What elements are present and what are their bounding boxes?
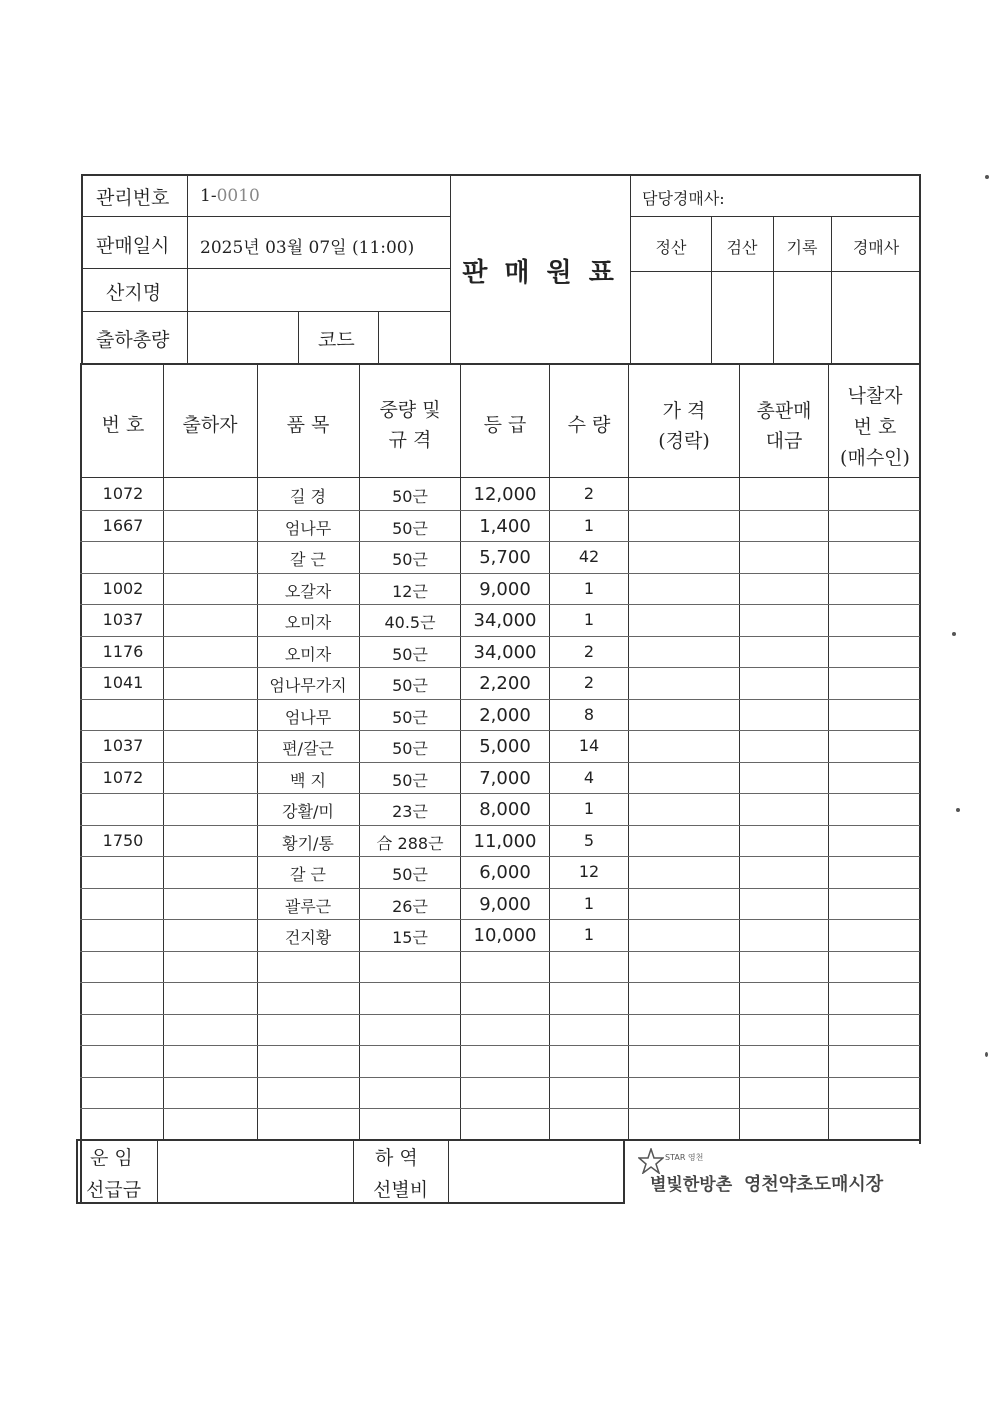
row-divider xyxy=(80,1045,920,1046)
row-divider xyxy=(80,951,920,952)
freight-label-1: 운 임 xyxy=(90,1147,133,1169)
logo-market-name: 영천약초도매시장 xyxy=(744,1174,884,1195)
cell-number: 1002 xyxy=(102,579,144,598)
col-buyer-1: 낙찰자 xyxy=(847,385,903,407)
cell-qty: 1 xyxy=(583,579,595,598)
cell-qty: 2 xyxy=(583,484,595,503)
cell-grade: 1,400 xyxy=(479,516,531,537)
cell-item: 강활/미 xyxy=(282,802,334,821)
cell-item: 엄나무 xyxy=(284,519,332,538)
cell-grade: 34,000 xyxy=(473,610,537,631)
cell-qty: 2 xyxy=(583,673,595,692)
freight-label-2: 선급금 xyxy=(86,1179,142,1201)
cell-number: 1037 xyxy=(102,736,144,755)
cell-weight: 50근 xyxy=(392,645,428,664)
cell-weight: 50근 xyxy=(392,519,428,538)
col-weight-1: 중량 및 xyxy=(379,399,441,421)
scan-speck xyxy=(985,175,989,179)
row-divider xyxy=(80,573,920,574)
approval-record: 기록 xyxy=(786,238,818,257)
cell-grade: 12,000 xyxy=(473,484,537,505)
col-item: 품 목 xyxy=(286,414,330,436)
cell-item: 오미자 xyxy=(284,613,332,632)
origin-label: 산지명 xyxy=(106,282,162,304)
cell-item: 오미자 xyxy=(284,645,332,664)
cell-item: 괄루근 xyxy=(284,897,332,916)
row-divider xyxy=(80,825,920,826)
logo-village-name: 별빛한방촌 xyxy=(650,1175,733,1195)
cell-qty: 8 xyxy=(583,705,595,724)
row-divider xyxy=(80,699,920,700)
row-divider xyxy=(80,510,920,511)
cell-grade: 6,000 xyxy=(479,862,531,883)
scan-speck xyxy=(952,632,956,636)
row-divider xyxy=(80,856,920,857)
row-divider xyxy=(80,1014,920,1015)
cell-number: 1041 xyxy=(102,673,144,692)
cell-qty: 42 xyxy=(578,547,600,566)
row-divider xyxy=(80,1077,920,1078)
row-divider xyxy=(80,1108,920,1109)
col-price-1: 가 격 xyxy=(662,400,706,422)
row-divider xyxy=(80,667,920,668)
cell-weight: 50근 xyxy=(392,676,428,695)
col-shipper: 출하자 xyxy=(182,414,238,436)
unloading-label-1: 하 역 xyxy=(375,1147,418,1169)
cell-weight: 50근 xyxy=(392,550,428,569)
row-divider xyxy=(80,793,920,794)
cell-item: 오갈자 xyxy=(284,582,332,601)
cell-grade: 8,000 xyxy=(479,799,531,820)
cell-qty: 1 xyxy=(583,925,595,944)
col-price-2: (경락) xyxy=(658,430,710,452)
cell-weight: 50근 xyxy=(392,487,428,506)
cell-qty: 4 xyxy=(583,768,595,787)
cell-number: 1667 xyxy=(102,516,144,535)
col-grade: 등 급 xyxy=(483,414,527,436)
cell-weight: 合 288근 xyxy=(376,834,444,853)
cell-weight: 12근 xyxy=(392,582,428,601)
cell-number: 1072 xyxy=(102,768,144,787)
cell-number: 1072 xyxy=(102,484,144,503)
cell-weight: 50근 xyxy=(392,771,428,790)
cell-item: 길 경 xyxy=(290,487,326,506)
sale-date-value: 2025년 03월 07일 (11:00) xyxy=(200,238,415,258)
cell-grade: 5,000 xyxy=(479,736,531,757)
cell-item: 갈 근 xyxy=(290,865,326,884)
cell-item: 엄나무가지 xyxy=(269,676,347,695)
col-total-2: 대금 xyxy=(765,430,803,452)
row-divider xyxy=(80,604,920,605)
cell-grade: 34,000 xyxy=(473,642,537,663)
mgmt-number-value: 1-0010 xyxy=(200,186,260,206)
col-weight-2: 규 격 xyxy=(388,429,432,451)
cell-qty: 1 xyxy=(583,610,595,629)
cell-weight: 40.5근 xyxy=(384,613,436,632)
cell-item: 건지황 xyxy=(284,928,332,947)
cell-weight: 23근 xyxy=(392,802,428,821)
cell-grade: 9,000 xyxy=(479,579,531,600)
col-buyer-2: 번 호 xyxy=(853,416,897,438)
approval-settlement: 정산 xyxy=(655,238,687,257)
cell-weight: 50근 xyxy=(392,708,428,727)
cell-weight: 50근 xyxy=(392,739,428,758)
cell-grade: 11,000 xyxy=(473,831,537,852)
cell-qty: 2 xyxy=(583,642,595,661)
cell-qty: 5 xyxy=(583,831,595,850)
row-divider xyxy=(80,636,920,637)
cell-number: 1037 xyxy=(102,610,144,629)
cell-qty: 14 xyxy=(578,736,600,755)
row-divider xyxy=(80,888,920,889)
cell-item: 황기/통 xyxy=(282,834,334,853)
cell-grade: 2,200 xyxy=(479,673,531,694)
col-total-1: 총판매 xyxy=(756,400,812,422)
col-number: 번 호 xyxy=(101,414,145,436)
row-divider xyxy=(80,919,920,920)
cell-grade: 9,000 xyxy=(479,894,531,915)
cell-grade: 5,700 xyxy=(479,547,531,568)
cell-item: 엄나무 xyxy=(284,708,332,727)
cell-weight: 15근 xyxy=(392,928,428,947)
sale-date-label: 판매일시 xyxy=(96,235,170,257)
unloading-label-2: 선별비 xyxy=(373,1179,429,1201)
code-label: 코드 xyxy=(318,329,355,351)
row-divider xyxy=(80,541,920,542)
cell-grade: 2,000 xyxy=(479,705,531,726)
cell-item: 편/갈근 xyxy=(282,739,334,758)
row-divider xyxy=(80,730,920,731)
cell-weight: 26근 xyxy=(392,897,428,916)
row-divider xyxy=(80,982,920,983)
col-qty: 수 량 xyxy=(567,414,611,436)
cell-item: 갈 근 xyxy=(290,550,326,569)
cell-qty: 1 xyxy=(583,799,595,818)
logo-small-text: STAR 영천 xyxy=(665,1153,704,1162)
shipment-total-label: 출하총량 xyxy=(96,329,170,351)
approval-auctioneer: 경매사 xyxy=(852,238,900,257)
scan-speck xyxy=(985,1052,988,1057)
form-title: 판 매 원 표 xyxy=(462,258,618,288)
col-buyer-3: (매수인) xyxy=(840,447,910,469)
cell-item: 백 지 xyxy=(290,771,326,790)
cell-weight: 50근 xyxy=(392,865,428,884)
cell-qty: 12 xyxy=(578,862,600,881)
auctioneer-label: 담당경매사: xyxy=(642,189,725,208)
cell-number: 1750 xyxy=(102,831,144,850)
row-divider xyxy=(80,762,920,763)
cell-grade: 7,000 xyxy=(479,768,531,789)
cell-number: 1176 xyxy=(102,642,144,661)
approval-verify: 검산 xyxy=(726,238,758,257)
scan-speck xyxy=(956,808,960,812)
mgmt-number-label: 관리번호 xyxy=(96,187,170,209)
cell-qty: 1 xyxy=(583,894,595,913)
cell-qty: 1 xyxy=(583,516,595,535)
cell-grade: 10,000 xyxy=(473,925,537,946)
